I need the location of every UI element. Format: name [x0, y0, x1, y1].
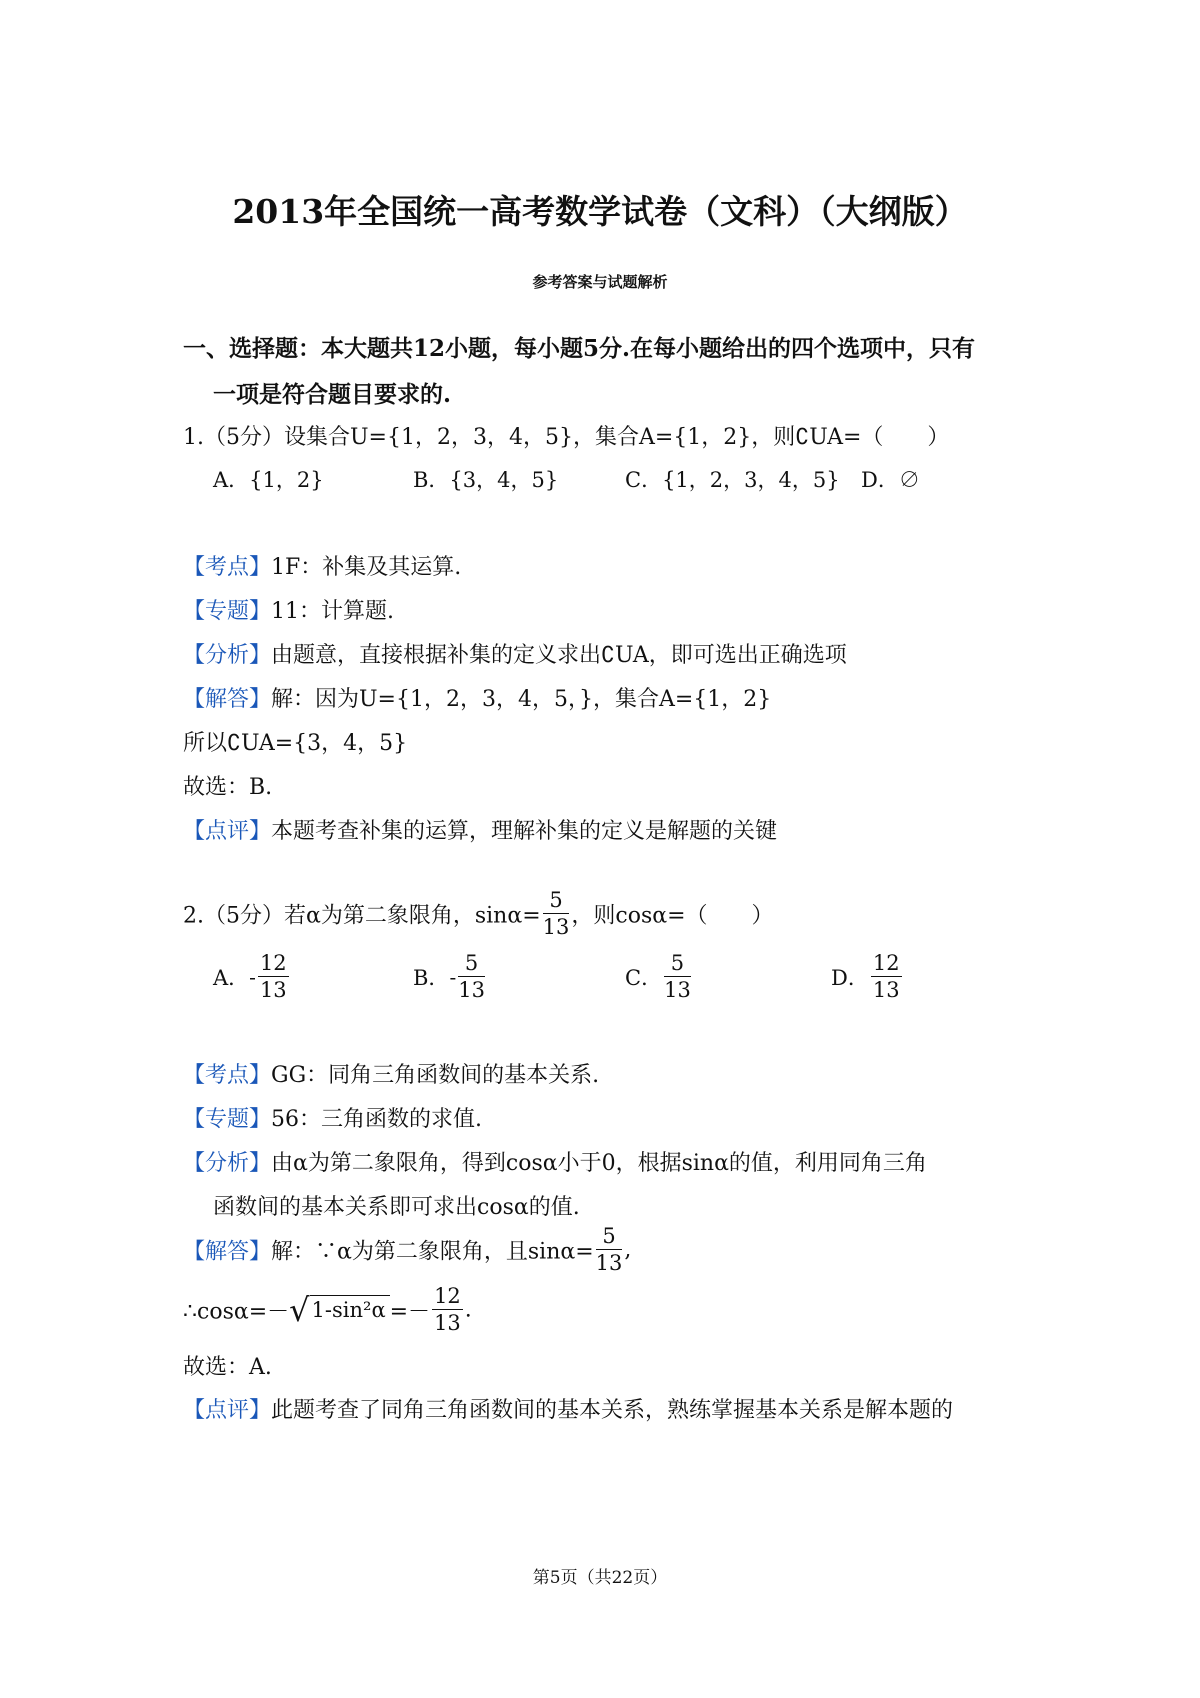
q2-kaodian-text: GG：同角三角函数间的基本关系.: [271, 1063, 600, 1088]
q2-calc-pre: ∴cosα=－: [183, 1299, 290, 1325]
q1-kaodian-text: 1F：补集及其运算.: [271, 555, 462, 580]
q1-jieda-cont: 所以∁UA={3，4，5}: [183, 731, 408, 756]
fraction-denominator: 13: [872, 978, 900, 1002]
q1-zhuanti: [183, 594, 394, 625]
option-label: D．: [831, 966, 869, 990]
option-fraction: [664, 953, 691, 1001]
q1-option-a: A．{1，2}: [213, 468, 324, 492]
page-subtitle: 参考答案与试题解析: [532, 273, 668, 291]
q2-zhuanti-text: 56：三角函数的求值.: [271, 1107, 483, 1132]
q2-option-a: [213, 953, 291, 1001]
q1-fenxi-tag: 【分析】: [183, 643, 272, 668]
q1-kaodian: [183, 550, 461, 581]
q1-fenxi: [183, 638, 847, 669]
q2-jieda-fraction: [596, 1226, 623, 1274]
q2-option-b: [413, 953, 487, 1001]
q2-select: 故选：A.: [183, 1355, 272, 1380]
fraction-numerator: 5: [596, 1226, 623, 1250]
fraction-numerator: 12: [872, 951, 900, 975]
radical-sign: √: [289, 1291, 310, 1329]
q2-kaodian: [183, 1058, 599, 1089]
q1-jieda-text: 解：因为U={1，2，3，4，5，}，集合A={1，2}: [271, 687, 772, 712]
q2-calc-fraction: [432, 1286, 463, 1334]
q2-stem-fraction: [543, 890, 570, 938]
fraction-numerator: 5: [543, 890, 570, 914]
q2-jieda: [183, 1226, 631, 1274]
fraction-numerator: 5: [458, 953, 485, 977]
q1-option-d: D．∅: [861, 468, 920, 492]
section-heading-cont: 一项是符合题目要求的.: [213, 381, 452, 408]
q2-fenxi-cont: 函数间的基本关系即可求出cosα的值.: [213, 1195, 580, 1220]
option-label: B．: [413, 966, 450, 990]
option-sign: -: [449, 965, 457, 989]
q2-jieda-tag: 【解答】: [183, 1239, 272, 1265]
q2-calc: [183, 1286, 472, 1334]
q1-option-c: C．{1，2，3，4，5}: [625, 468, 840, 492]
fraction-denominator: 13: [542, 915, 570, 939]
q1-dianping-text: 本题考查补集的运算，理解补集的定义是解题的关键: [271, 819, 778, 844]
q2-stem: [183, 890, 774, 938]
q2-zhuanti-tag: 【专题】: [183, 1107, 272, 1132]
option-sign: -: [249, 965, 256, 989]
q2-dianping: [183, 1393, 953, 1424]
sqrt-expression: [289, 1291, 389, 1329]
q2-calc-mid: =－: [389, 1299, 431, 1325]
q1-zhuanti-text: 11：计算题.: [271, 599, 395, 624]
q2-jieda-post: ,: [624, 1237, 632, 1263]
q2-zhuanti: [183, 1102, 482, 1133]
q2-stem-pre: 2.（5分）若α为第二象限角，sinα=: [183, 903, 541, 929]
fraction-denominator: 13: [664, 978, 691, 1002]
q1-dianping-tag: 【点评】: [183, 819, 272, 844]
fraction-denominator: 13: [259, 978, 287, 1002]
page-footer: 第5页（共22页）: [532, 1568, 668, 1588]
option-fraction: [258, 953, 289, 1001]
q2-option-d: [831, 953, 904, 1001]
q1-fenxi-text: 由题意，直接根据补集的定义求出∁UA，即可选出正确选项: [271, 643, 847, 668]
q2-jieda-text: 解：∵α为第二象限角，且sinα=: [271, 1239, 594, 1265]
fraction-numerator: 12: [259, 951, 287, 975]
q2-fenxi-text: 由α为第二象限角，得到cosα小于0，根据sinα的值，利用同角三角: [271, 1151, 927, 1176]
page-title: 2013年全国统一高考数学试卷（文科）（大纲版）: [232, 192, 968, 231]
option-fraction: [871, 953, 902, 1001]
radicand: 1-sin²α: [310, 1295, 390, 1322]
q1-kaodian-tag: 【考点】: [183, 555, 272, 580]
q2-fenxi: [183, 1146, 927, 1177]
fraction-numerator: 5: [664, 953, 691, 977]
q2-kaodian-tag: 【考点】: [183, 1063, 272, 1088]
q1-jieda: [183, 682, 771, 713]
q2-stem-post: ，则cosα=（ ）: [571, 903, 774, 929]
option-label: A．: [213, 966, 250, 990]
q1-jieda-tag: 【解答】: [183, 687, 272, 712]
option-label: C．: [625, 966, 663, 990]
q1-dianping: [183, 814, 777, 845]
q2-option-c: [625, 953, 693, 1001]
q1-zhuanti-tag: 【专题】: [183, 599, 272, 624]
q1-stem: 1.（5分）设集合U={1，2，3，4，5}，集合A={1，2}，则∁UA=（ ）: [183, 425, 950, 450]
q1-select: 故选：B.: [183, 775, 273, 800]
fraction-numerator: 12: [434, 1284, 461, 1308]
q2-calc-post: .: [464, 1297, 472, 1323]
section-heading: 一、选择题：本大题共12小题，每小题5分.在每小题给出的四个选项中，只有: [183, 335, 976, 362]
q1-option-b: B．{3，4，5}: [413, 468, 559, 492]
q2-dianping-text: 此题考查了同角三角函数间的基本关系，熟练掌握基本关系是解本题的: [271, 1398, 954, 1423]
fraction-denominator: 13: [434, 1311, 461, 1335]
q2-fenxi-tag: 【分析】: [183, 1151, 272, 1176]
fraction-denominator: 13: [458, 978, 485, 1002]
option-fraction: [458, 953, 485, 1001]
fraction-denominator: 13: [595, 1251, 623, 1275]
q2-dianping-tag: 【点评】: [183, 1398, 272, 1423]
